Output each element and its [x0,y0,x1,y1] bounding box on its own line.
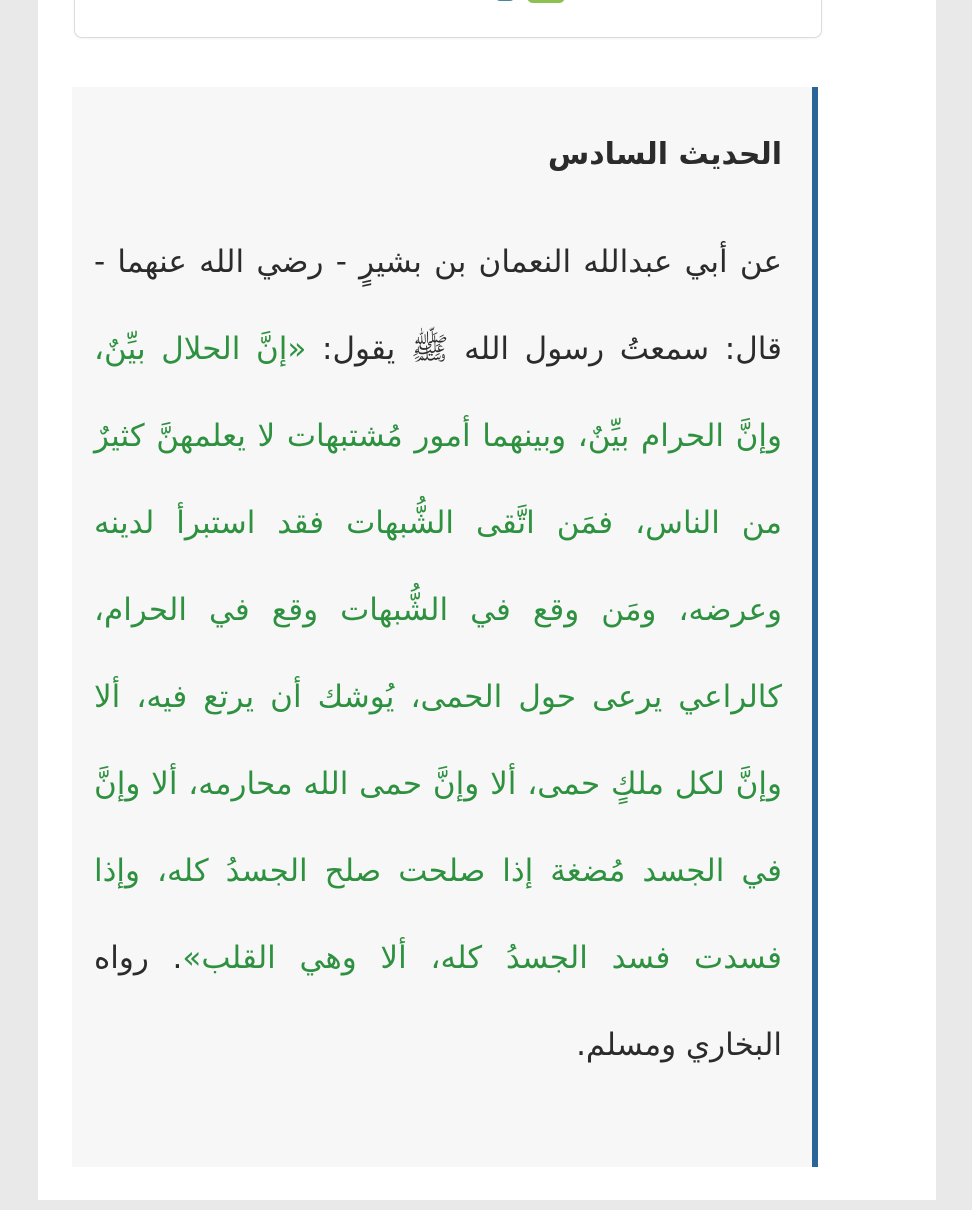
hadith-source: . رواه البخاري ومسلم. [94,940,782,1063]
next-paragraph-fragment [72,1180,832,1210]
card-badge [527,0,565,3]
hadith-intro: عن أبي عبدالله النعمان بن بشيرٍ - رضي الله عنهما - قال: سمعتُ رسول الله ﷺ يقول: [94,244,782,367]
hadith-title: الحديث السادس [547,137,782,172]
hadith-box [72,87,818,1167]
hadith-text [94,219,782,1089]
hadith-quote: «إنَّ الحلال بيِّنٌ، وإنَّ الحرام بيِّنٌ، وبينهما أمور مُشتبهات لا يعلمهنَّ كثيرٌ من الناس، فمَن اتَّقى الشُّبهات فقد استبرأ لدينه وعرضه، ومَن وقع في الشُّبهات وقع في الحرام، كالراعي يرعى حول الحمى، يُوشك أن يرتع فيه، ألا وإنَّ لكل ملكٍ حمى، ألا وإنَّ حمى الله محارمه، ألا وإنَّ في الجسد مُضغة إذا صلحت صلح الجسدُ كله، وإذا فسدت فسد الجسدُ كله، ألا وهي القلب» [94,331,782,976]
card-link-fragment[interactable] [495,0,515,1]
previous-card [74,0,822,38]
